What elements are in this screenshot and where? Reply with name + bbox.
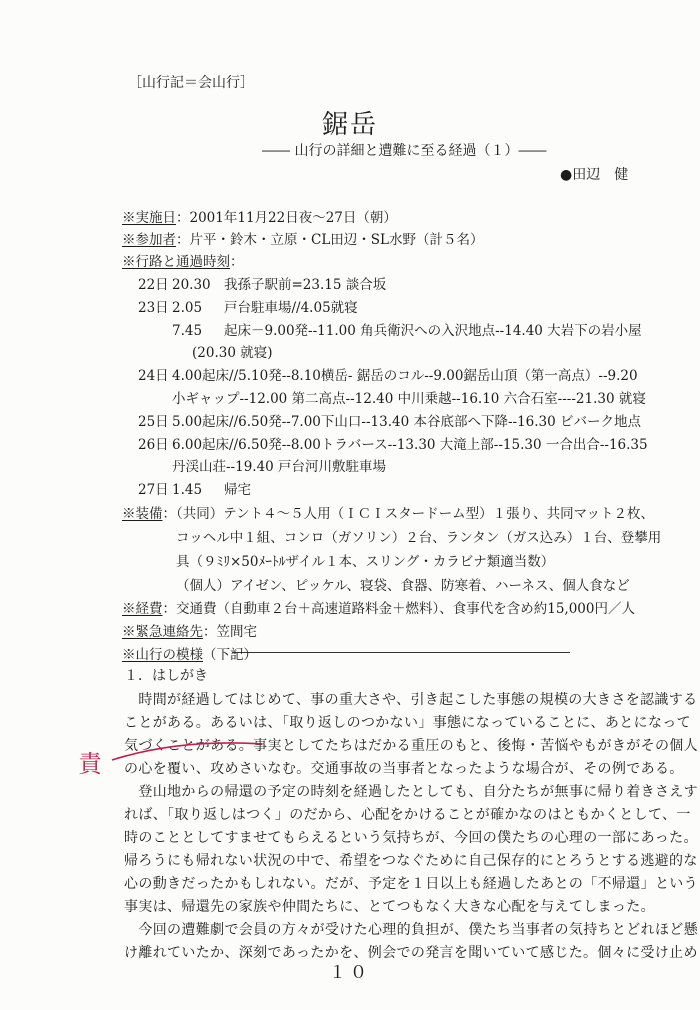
page-number: １０ (329, 963, 371, 983)
cost-label: ※経費 (122, 601, 163, 617)
cost-line: ※経費：交通費（自動車２台＋高速道路料金＋燃料）、食事代を含め約15,000円／人 (122, 601, 635, 617)
schedule-row: 24日 4.00起床//5.10発--8.10横岳- 鋸岳のコル--9.00鋸岳山頂（第一高点）--9.20 (138, 368, 638, 384)
equipment-line: 具（９ﾐﾘ×50ﾒｰﾄﾙザイル１本、スリング・カラビナ類適当数） (176, 554, 555, 570)
schedule-row: 7.45 起床－9.00発--11.00 角兵衛沢への入沢地点--14.40 大岩下の岩小屋 (172, 323, 642, 339)
annotation-arc (112, 743, 262, 760)
contact-label: ※緊急連絡先 (122, 624, 203, 640)
body-line: 気づくことがある。事実としてたちはだかる重圧のもと、後悔・苦悩やもがきがその個人 (124, 738, 698, 754)
pattern-line: ※山行の模様（下記） (122, 647, 257, 663)
equipment-line: （個人）アイゼン、ピッケル、寝袋、食器、防寒着、ハーネス、個人食など (176, 578, 630, 594)
schedule-row: 27日 1.45 帰宅 (138, 482, 251, 498)
contact-line: ※緊急連絡先：笠間宅 (122, 624, 257, 640)
pattern-label: ※山行の模様 (122, 647, 203, 663)
body-line: 心の動きだったかもしれない。だが、予定を１日以上も経過したあとの「不帰還」という (124, 876, 698, 892)
info-date-label: ※実施日 (122, 210, 176, 226)
body-line: け離れていたか、深刻であったかを、例会での発言を聞いていて感じた。個々に受け止め (124, 945, 698, 961)
schedule-row: (20.30 就寝) (192, 345, 273, 361)
body-line: 時のこととしてすませてもらえるという気持ちが、今回の僕たちの心理の一部にあった。 (124, 830, 698, 846)
info-members-label: ※参加者 (122, 232, 176, 248)
schedule-row: 小ギャップ--12.00 第二高点--12.40 中川乗越--16.10 六合石室----21.30 就寝 (172, 391, 646, 407)
page-title: 鋸岳 (321, 110, 378, 140)
body-line: 時間が経過してはじめて、事の重大さや、引き起こした事態の規模の大きさを認識する (124, 692, 698, 708)
equipment-label: ※装備 (122, 506, 163, 522)
body-line: 登山地からの帰還の予定の時刻を経過したとしても、自分たちが無事に帰り着きさえす (124, 784, 698, 800)
body-line: 帰ろうにも帰れない状況の中で、希望をつなぐために自己保存的にとろうとする逃避的な (124, 853, 698, 869)
info-date-value: ：2001年11月22日夜～27日（朝） (176, 210, 397, 226)
body-line: れば、「取り返しはつく」のだから、心配をかけることが確かなのはともかくとして、一 (124, 807, 691, 823)
schedule-row: 23日 2.05 戸台駐車場//4.05就寝 (138, 300, 358, 316)
schedule-row: 22日 20.30 我孫子駅前=23.15 談合坂 (138, 277, 387, 293)
section-heading: １．はしがき (124, 668, 208, 684)
equipment-line: ※装備：（共同）テント４～５人用（ＩＣＩスタードーム型）１張り、共同マット２枚、 (122, 506, 655, 522)
page-subtitle: ―― 山行の詳細と遭難に至る経過（１）―― (262, 143, 547, 159)
margin-annotation: 責 (78, 750, 102, 778)
info-route-label: ※行路と通過時刻 (122, 254, 230, 270)
equipment-line: コッヘル中１組、コンロ（ガソリン）２台、ランタン（ガス込み）１台、登攀用 (176, 530, 662, 546)
author-name: ●田辺 健 (560, 167, 629, 183)
body-line: 今回の遭難劇で会員の方々が受けた心理的負担が、僕たち当事者の気持ちとどれほど懸 (124, 922, 698, 938)
schedule-row: 25日 5.00起床//6.50発--7.00下山口--13.40 本谷底部へ下降--16.30 ビバーク地点 (138, 414, 642, 430)
body-line: ことがある。あるいは、「取り返しのつかない」事態になっていることに、あとになって (124, 715, 691, 731)
report-category-tag: ［山行記＝会山行］ (128, 75, 254, 91)
body-line: の心を覆い、攻めさいなむ。交通事故の当事者となったような場合が、その例である。 (124, 761, 684, 777)
schedule-row: 丹渓山荘--19.40 戸台河川敷駐車場 (172, 459, 387, 475)
info-members-value: ：片平・鈴木・立原・CL田辺・SL水野（計５名） (176, 232, 484, 248)
schedule-row: 26日 6.00起床//6.50発--8.00トラバース--13.30 大滝上部--15.30 一合出合--16.35 (138, 437, 648, 453)
body-line: 事実は、帰還先の家族や仲間たちに、とてつもなく大きな心配を与えてしまった。 (124, 899, 655, 915)
info-route-suffix: ： (230, 254, 244, 270)
